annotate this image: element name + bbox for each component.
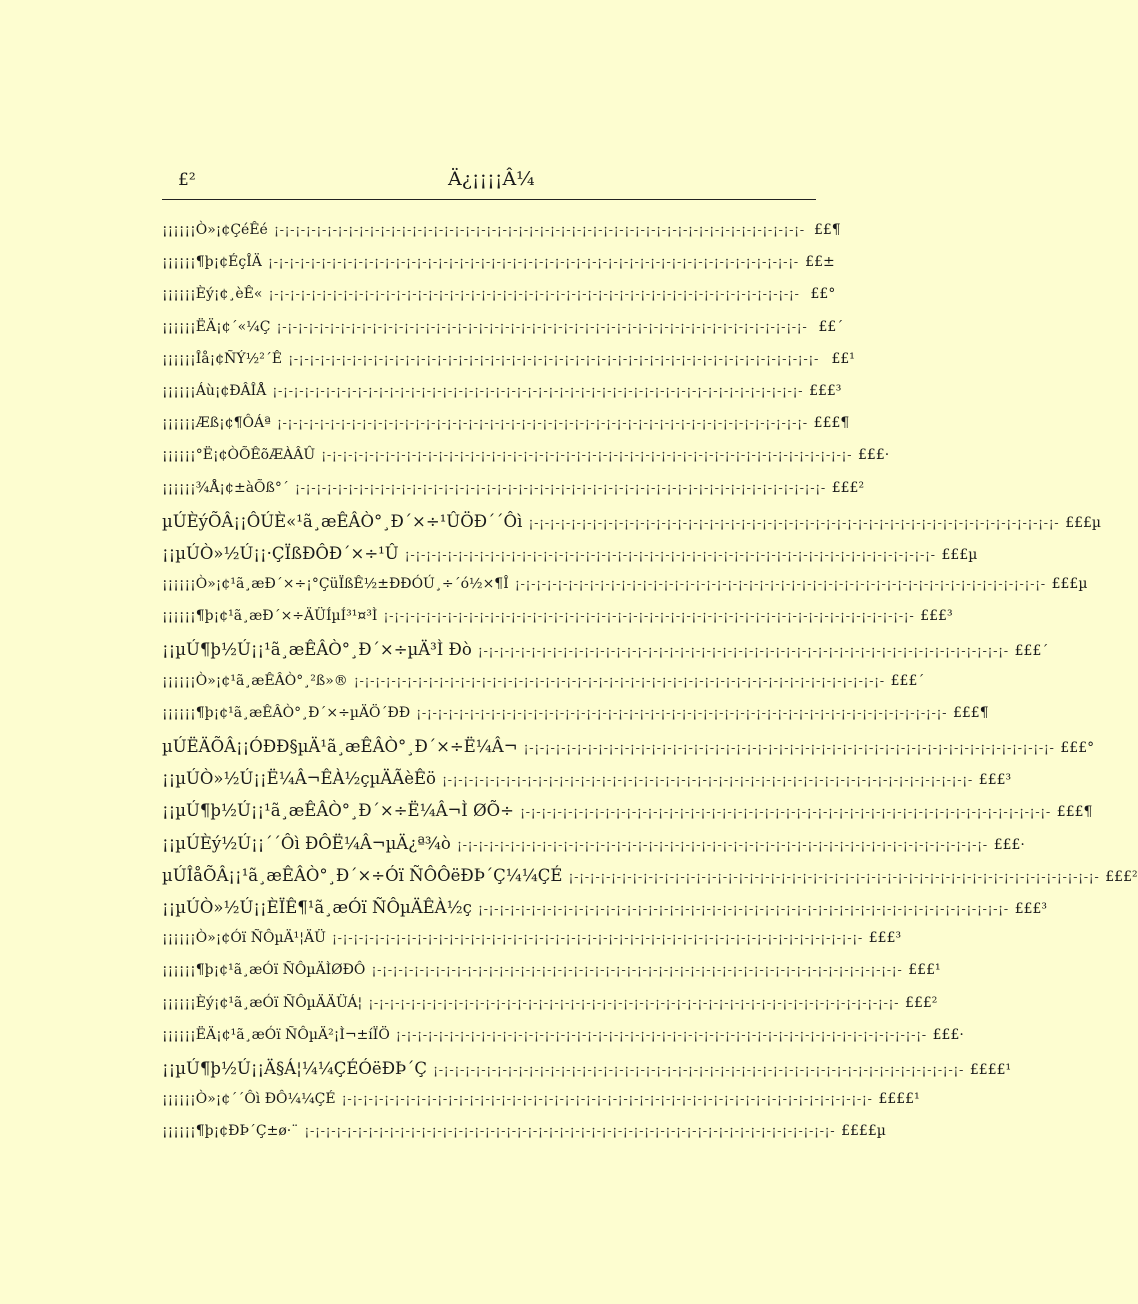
page-title: Ä¿¡¡¡¡Â¼: [448, 168, 535, 190]
toc-dot-leader: ¡-¡-¡-¡-¡-¡-¡-¡-¡-¡-¡-¡-¡-¡-¡-¡-¡-¡-¡-¡-¡-¡-¡-¡-¡-¡-¡-¡-¡-¡-¡-¡-¡-¡-¡-¡-¡-¡-¡-¡-¡-¡-¡-¡-¡-¡-¡-¡-¡-¡-: [267, 255, 799, 271]
toc-entry[interactable]: [162, 350, 855, 383]
toc-entry[interactable]: [162, 897, 1048, 930]
toc-entry[interactable]: [162, 222, 841, 254]
toc-entry-page: £££¹: [908, 962, 941, 979]
toc-entry-label: ¡¡µÚÒ»½Ú¡¡Ë¼Â¬ÊÀ½çµÄÃèÊö: [162, 769, 436, 789]
toc-entry[interactable]: [162, 801, 1093, 833]
toc-entry[interactable]: [162, 415, 850, 447]
toc-dot-leader: ¡-¡-¡-¡-¡-¡-¡-¡-¡-¡-¡-¡-¡-¡-¡-¡-¡-¡-¡-¡-¡-¡-¡-¡-¡-¡-¡-¡-¡-¡-¡-¡-¡-¡-¡-¡-¡-¡-¡-¡-¡-¡-¡-¡-¡-¡-¡-¡-¡-¡-: [433, 1062, 964, 1078]
toc-entry[interactable]: [162, 1123, 886, 1155]
header-rule: [162, 199, 816, 200]
toc-entry-page: ££¹: [831, 350, 855, 367]
toc-entry-page: £££³: [978, 772, 1012, 789]
toc-entry-page: ££±: [805, 254, 835, 271]
toc-dot-leader: ¡-¡-¡-¡-¡-¡-¡-¡-¡-¡-¡-¡-¡-¡-¡-¡-¡-¡-¡-¡-¡-¡-¡-¡-¡-¡-¡-¡-¡-¡-¡-¡-¡-¡-¡-¡-¡-¡-¡-¡-¡-¡-¡-¡-¡-¡-¡-¡-¡-¡-: [568, 869, 1100, 885]
toc-entry-page: £££²: [1105, 868, 1138, 885]
toc-entry[interactable]: [162, 318, 844, 351]
toc-dot-leader: ¡-¡-¡-¡-¡-¡-¡-¡-¡-¡-¡-¡-¡-¡-¡-¡-¡-¡-¡-¡-¡-¡-¡-¡-¡-¡-¡-¡-¡-¡-¡-¡-¡-¡-¡-¡-¡-¡-¡-¡-¡-¡-¡-¡-¡-¡-¡-¡-¡-¡-: [304, 1124, 836, 1140]
toc-entry[interactable]: [162, 833, 1025, 866]
toc-dot-leader: ¡-¡-¡-¡-¡-¡-¡-¡-¡-¡-¡-¡-¡-¡-¡-¡-¡-¡-¡-¡-¡-¡-¡-¡-¡-¡-¡-¡-¡-¡-¡-¡-¡-¡-¡-¡-¡-¡-¡-¡-¡-¡-¡-¡-¡-¡-¡-¡-¡-¡-: [416, 705, 947, 721]
toc-dot-leader: ¡-¡-¡-¡-¡-¡-¡-¡-¡-¡-¡-¡-¡-¡-¡-¡-¡-¡-¡-¡-¡-¡-¡-¡-¡-¡-¡-¡-¡-¡-¡-¡-¡-¡-¡-¡-¡-¡-¡-¡-¡-¡-¡-¡-¡-¡-¡-¡-¡-¡-: [273, 223, 805, 238]
toc-dot-leader: ¡-¡-¡-¡-¡-¡-¡-¡-¡-¡-¡-¡-¡-¡-¡-¡-¡-¡-¡-¡-¡-¡-¡-¡-¡-¡-¡-¡-¡-¡-¡-¡-¡-¡-¡-¡-¡-¡-¡-¡-¡-¡-¡-¡-¡-¡-¡-¡-¡-¡-: [288, 351, 819, 367]
toc-entry-label: ¡¡¡¡¡¡¶þ¡¢¹ã¸æÊÂÒ°¸Ð´×÷µÄÖ´ÐÐ: [162, 704, 411, 721]
toc-entry-label: ¡¡¡¡¡¡¾Å¡¢±àÕß°´: [162, 479, 289, 496]
toc-entry-page: ££££µ: [841, 1123, 886, 1140]
toc-entry[interactable]: [162, 286, 836, 318]
toc-entry-label: ¡¡¡¡¡¡ËÄ¡¢¹ã¸æÓï ÑÔµÄ²¡Ì¬±íÏÖ: [162, 1026, 390, 1043]
toc-entry-label: ¡¡¡¡¡¡Èý¡¢¸èÊ«: [162, 286, 263, 303]
toc-entry-label: ¡¡µÚ¶þ½Ú¡¡¹ã¸æÊÂÒ°¸Ð´×÷Ë¼Â¬Ì ØÕ÷: [162, 801, 514, 821]
toc-entry-page: £££µ: [1065, 514, 1102, 531]
toc-entry-label: ¡¡¡¡¡¡¶þ¡¢ÉçÎÄ: [162, 254, 262, 271]
toc-entry[interactable]: [162, 608, 953, 640]
toc-dot-leader: ¡-¡-¡-¡-¡-¡-¡-¡-¡-¡-¡-¡-¡-¡-¡-¡-¡-¡-¡-¡-¡-¡-¡-¡-¡-¡-¡-¡-¡-¡-¡-¡-¡-¡-¡-¡-¡-¡-¡-¡-¡-¡-¡-¡-¡-¡-¡-¡-¡-¡-: [353, 673, 885, 689]
toc-dot-leader: ¡-¡-¡-¡-¡-¡-¡-¡-¡-¡-¡-¡-¡-¡-¡-¡-¡-¡-¡-¡-¡-¡-¡-¡-¡-¡-¡-¡-¡-¡-¡-¡-¡-¡-¡-¡-¡-¡-¡-¡-¡-¡-¡-¡-¡-¡-¡-¡-¡-¡-: [276, 319, 808, 335]
toc-entry-label: ¡¡¡¡¡¡°Ë¡¢ÒÕÊõÆÀÂÛ: [162, 447, 316, 464]
toc-entry-label: ¡¡¡¡¡¡¶þ¡¢¹ã¸æÓï ÑÔµÄÌØÐÔ: [162, 962, 366, 979]
toc-entry-label: ¡¡¡¡¡¡Ò»¡¢Óï ÑÔµÄ¹¦ÄÜ: [162, 930, 326, 947]
toc-entry-page: £££µ: [941, 546, 978, 563]
toc-dot-leader: ¡-¡-¡-¡-¡-¡-¡-¡-¡-¡-¡-¡-¡-¡-¡-¡-¡-¡-¡-¡-¡-¡-¡-¡-¡-¡-¡-¡-¡-¡-¡-¡-¡-¡-¡-¡-¡-¡-¡-¡-¡-¡-¡-¡-¡-¡-¡-¡-¡-¡-: [371, 963, 903, 979]
toc-entry-page: £££³: [920, 608, 953, 625]
toc-entry[interactable]: [162, 543, 978, 576]
toc-dot-leader: ¡-¡-¡-¡-¡-¡-¡-¡-¡-¡-¡-¡-¡-¡-¡-¡-¡-¡-¡-¡-¡-¡-¡-¡-¡-¡-¡-¡-¡-¡-¡-¡-¡-¡-¡-¡-¡-¡-¡-¡-¡-¡-¡-¡-¡-¡-¡-¡-¡-¡-: [341, 1092, 873, 1108]
toc-entry[interactable]: [162, 1026, 964, 1059]
toc-dot-leader: ¡-¡-¡-¡-¡-¡-¡-¡-¡-¡-¡-¡-¡-¡-¡-¡-¡-¡-¡-¡-¡-¡-¡-¡-¡-¡-¡-¡-¡-¡-¡-¡-¡-¡-¡-¡-¡-¡-¡-¡-¡-¡-¡-¡-¡-¡-¡-¡-¡-¡-: [268, 287, 800, 303]
toc-dot-leader: ¡-¡-¡-¡-¡-¡-¡-¡-¡-¡-¡-¡-¡-¡-¡-¡-¡-¡-¡-¡-¡-¡-¡-¡-¡-¡-¡-¡-¡-¡-¡-¡-¡-¡-¡-¡-¡-¡-¡-¡-¡-¡-¡-¡-¡-¡-¡-¡-¡-¡-: [368, 995, 900, 1011]
toc-entry-page: ££££¹: [969, 1061, 1012, 1078]
toc-entry-label: ¡¡¡¡¡¡¶þ¡¢ÐÞ´Ç±ø·¨: [162, 1123, 299, 1140]
toc-dot-leader: ¡-¡-¡-¡-¡-¡-¡-¡-¡-¡-¡-¡-¡-¡-¡-¡-¡-¡-¡-¡-¡-¡-¡-¡-¡-¡-¡-¡-¡-¡-¡-¡-¡-¡-¡-¡-¡-¡-¡-¡-¡-¡-¡-¡-¡-¡-¡-¡-¡-¡-: [519, 805, 1051, 821]
toc-entry-label: ¡¡¡¡¡¡ËÄ¡¢´«¼Ç: [162, 318, 271, 335]
toc-entry-label: ¡¡µÚÈý½Ú¡¡´´Ôì ÐÔË¼Â¬µÄ¿ª¾ò: [162, 833, 451, 853]
toc-entry[interactable]: [162, 930, 902, 962]
toc-entry-page: £££²: [831, 479, 865, 496]
toc-dot-leader: ¡-¡-¡-¡-¡-¡-¡-¡-¡-¡-¡-¡-¡-¡-¡-¡-¡-¡-¡-¡-¡-¡-¡-¡-¡-¡-¡-¡-¡-¡-¡-¡-¡-¡-¡-¡-¡-¡-¡-¡-¡-¡-¡-¡-¡-¡-¡-¡-¡-¡-: [331, 931, 863, 947]
toc-dot-leader: ¡-¡-¡-¡-¡-¡-¡-¡-¡-¡-¡-¡-¡-¡-¡-¡-¡-¡-¡-¡-¡-¡-¡-¡-¡-¡-¡-¡-¡-¡-¡-¡-¡-¡-¡-¡-¡-¡-¡-¡-¡-¡-¡-¡-¡-¡-¡-¡-¡-¡-: [404, 547, 936, 563]
toc-entry[interactable]: [162, 640, 1049, 672]
toc-entry[interactable]: [162, 1091, 920, 1123]
toc-entry[interactable]: [162, 254, 835, 286]
toc-dot-leader: ¡-¡-¡-¡-¡-¡-¡-¡-¡-¡-¡-¡-¡-¡-¡-¡-¡-¡-¡-¡-¡-¡-¡-¡-¡-¡-¡-¡-¡-¡-¡-¡-¡-¡-¡-¡-¡-¡-¡-¡-¡-¡-¡-¡-¡-¡-¡-¡-¡-¡-: [294, 480, 826, 496]
toc-entry[interactable]: [162, 737, 1095, 769]
toc-entry-label: µÚÎåÕÂ¡¡¹ã¸æÊÂÒ°¸Ð´×÷Óï ÑÔÔëÐÞ´Ç¼¼ÇÉ: [162, 865, 563, 885]
toc-entry-page: £££·: [932, 1026, 964, 1043]
toc-entry[interactable]: [162, 704, 989, 737]
toc-entry-page: £££¶: [952, 704, 989, 721]
toc-entry-page: ££´: [818, 318, 844, 335]
toc-entry-page: ££°: [810, 286, 836, 303]
toc-dot-leader: ¡-¡-¡-¡-¡-¡-¡-¡-¡-¡-¡-¡-¡-¡-¡-¡-¡-¡-¡-¡-¡-¡-¡-¡-¡-¡-¡-¡-¡-¡-¡-¡-¡-¡-¡-¡-¡-¡-¡-¡-¡-¡-¡-¡-¡-¡-¡-¡-¡-¡-: [321, 448, 852, 464]
toc-entry-label: ¡¡¡¡¡¡Ò»¡¢¹ã¸æÊÂÒ°¸²ß»®: [162, 672, 348, 689]
toc-entry-label: ¡¡µÚ¶þ½Ú¡¡Ä§Á¦¼¼ÇÉÓëÐÞ´Ç: [162, 1058, 428, 1078]
toc-entry-label: ¡¡µÚÒ»½Ú¡¡ÈÏÊ¶¹ã¸æÓï ÑÔµÄÊÀ½ç: [162, 897, 472, 917]
toc-entry[interactable]: [162, 382, 842, 415]
toc-entry[interactable]: [162, 479, 865, 512]
toc-entry[interactable]: [162, 769, 1012, 801]
toc-dot-leader: ¡-¡-¡-¡-¡-¡-¡-¡-¡-¡-¡-¡-¡-¡-¡-¡-¡-¡-¡-¡-¡-¡-¡-¡-¡-¡-¡-¡-¡-¡-¡-¡-¡-¡-¡-¡-¡-¡-¡-¡-¡-¡-¡-¡-¡-¡-¡-¡-¡-¡-: [383, 609, 915, 625]
toc-entry-page: £££°: [1060, 740, 1095, 756]
toc-entry[interactable]: [162, 1058, 1012, 1091]
toc-dot-leader: ¡-¡-¡-¡-¡-¡-¡-¡-¡-¡-¡-¡-¡-¡-¡-¡-¡-¡-¡-¡-¡-¡-¡-¡-¡-¡-¡-¡-¡-¡-¡-¡-¡-¡-¡-¡-¡-¡-¡-¡-¡-¡-¡-¡-¡-¡-¡-¡-¡-¡-: [441, 773, 973, 789]
toc-entry-page: £££´: [1014, 643, 1049, 660]
toc-entry-page: ££¶: [813, 222, 841, 238]
toc-dot-leader: ¡-¡-¡-¡-¡-¡-¡-¡-¡-¡-¡-¡-¡-¡-¡-¡-¡-¡-¡-¡-¡-¡-¡-¡-¡-¡-¡-¡-¡-¡-¡-¡-¡-¡-¡-¡-¡-¡-¡-¡-¡-¡-¡-¡-¡-¡-¡-¡-¡-¡-: [514, 577, 1046, 593]
page-number: £²: [178, 170, 196, 190]
toc-dot-leader: ¡-¡-¡-¡-¡-¡-¡-¡-¡-¡-¡-¡-¡-¡-¡-¡-¡-¡-¡-¡-¡-¡-¡-¡-¡-¡-¡-¡-¡-¡-¡-¡-¡-¡-¡-¡-¡-¡-¡-¡-¡-¡-¡-¡-¡-¡-¡-¡-¡-¡-: [395, 1027, 927, 1043]
toc-dot-leader: ¡-¡-¡-¡-¡-¡-¡-¡-¡-¡-¡-¡-¡-¡-¡-¡-¡-¡-¡-¡-¡-¡-¡-¡-¡-¡-¡-¡-¡-¡-¡-¡-¡-¡-¡-¡-¡-¡-¡-¡-¡-¡-¡-¡-¡-¡-¡-¡-¡-¡-: [528, 515, 1060, 531]
toc-dot-leader: ¡-¡-¡-¡-¡-¡-¡-¡-¡-¡-¡-¡-¡-¡-¡-¡-¡-¡-¡-¡-¡-¡-¡-¡-¡-¡-¡-¡-¡-¡-¡-¡-¡-¡-¡-¡-¡-¡-¡-¡-¡-¡-¡-¡-¡-¡-¡-¡-¡-¡-: [276, 416, 808, 432]
toc-entry[interactable]: [162, 672, 925, 705]
toc-entry-page: £££·: [858, 447, 890, 464]
toc-entry[interactable]: [162, 865, 1138, 898]
toc-entry-page: £££´: [890, 672, 925, 689]
toc-entry-page: £££²: [905, 994, 938, 1011]
toc-entry-label: ¡¡¡¡¡¡Ò»¡¢ÇéÊé: [162, 222, 268, 238]
toc-entry[interactable]: [162, 962, 941, 994]
toc-entry[interactable]: [162, 994, 938, 1027]
toc-entry-label: ¡¡¡¡¡¡Îå¡¢ÑÝ½²´Ê: [162, 350, 283, 367]
toc-entry-label: µÚËÄÕÂ¡¡ÓÐÐ§µÄ¹ã¸æÊÂÒ°¸Ð´×÷Ë¼Â¬: [162, 737, 518, 756]
toc-entry-page: £££³: [809, 382, 842, 399]
toc-entry-label: ¡¡¡¡¡¡Èý¡¢¹ã¸æÓï ÑÔµÄÄÜÁ¦: [162, 994, 363, 1011]
toc-entry-page: £££¶: [1056, 804, 1093, 821]
toc-entry-label: µÚÈýÕÂ¡¡ÔÚÈ«¹ã¸æÊÂÒ°¸Ð´×÷¹ÛÖÐ´´Ôì: [162, 511, 523, 531]
toc-entry-page: ££££¹: [878, 1091, 920, 1108]
toc-dot-leader: ¡-¡-¡-¡-¡-¡-¡-¡-¡-¡-¡-¡-¡-¡-¡-¡-¡-¡-¡-¡-¡-¡-¡-¡-¡-¡-¡-¡-¡-¡-¡-¡-¡-¡-¡-¡-¡-¡-¡-¡-¡-¡-¡-¡-¡-¡-¡-¡-¡-¡-: [456, 837, 988, 853]
toc-entry-page: £££³: [1014, 900, 1048, 917]
toc-entry[interactable]: [162, 447, 890, 479]
toc-entry-page: £££·: [993, 836, 1025, 853]
toc-entry-label: ¡¡¡¡¡¡¶þ¡¢¹ã¸æÐ´×÷ÄÜÍµÍ³¹¤³Ì: [162, 608, 378, 625]
toc-entry-page: £££µ: [1051, 576, 1088, 593]
toc-entry-label: ¡¡µÚÒ»½Ú¡¡·ÇÏßÐÔÐ´×÷¹Û: [162, 543, 399, 563]
table-of-contents: [162, 222, 1138, 1155]
toc-entry-label: ¡¡¡¡¡¡Æß¡¢¶ÔÁª: [162, 415, 271, 432]
toc-entry-label: ¡¡µÚ¶þ½Ú¡¡¹ã¸æÊÂÒ°¸Ð´×÷µÄ³Ì Ðò: [162, 640, 472, 660]
toc-entry-label: ¡¡¡¡¡¡Áù¡¢ÐÂÎÅ: [162, 382, 267, 399]
toc-dot-leader: ¡-¡-¡-¡-¡-¡-¡-¡-¡-¡-¡-¡-¡-¡-¡-¡-¡-¡-¡-¡-¡-¡-¡-¡-¡-¡-¡-¡-¡-¡-¡-¡-¡-¡-¡-¡-¡-¡-¡-¡-¡-¡-¡-¡-¡-¡-¡-¡-¡-¡-: [523, 741, 1055, 756]
toc-entry[interactable]: [162, 511, 1102, 544]
toc-dot-leader: ¡-¡-¡-¡-¡-¡-¡-¡-¡-¡-¡-¡-¡-¡-¡-¡-¡-¡-¡-¡-¡-¡-¡-¡-¡-¡-¡-¡-¡-¡-¡-¡-¡-¡-¡-¡-¡-¡-¡-¡-¡-¡-¡-¡-¡-¡-¡-¡-¡-¡-: [477, 901, 1009, 917]
toc-entry-page: £££³: [868, 930, 902, 947]
toc-entry-page: £££¶: [813, 415, 850, 432]
toc-entry-label: ¡¡¡¡¡¡Ò»¡¢´´Ôì ÐÔ¼¼ÇÉ: [162, 1091, 336, 1108]
toc-entry-label: ¡¡¡¡¡¡Ò»¡¢¹ã¸æÐ´×÷¡°ÇüÏßÊ½±ÐÐÓÚ¸÷´ó½×¶Î: [162, 576, 509, 593]
toc-entry[interactable]: [162, 576, 1088, 608]
toc-dot-leader: ¡-¡-¡-¡-¡-¡-¡-¡-¡-¡-¡-¡-¡-¡-¡-¡-¡-¡-¡-¡-¡-¡-¡-¡-¡-¡-¡-¡-¡-¡-¡-¡-¡-¡-¡-¡-¡-¡-¡-¡-¡-¡-¡-¡-¡-¡-¡-¡-¡-¡-: [477, 644, 1009, 660]
toc-dot-leader: ¡-¡-¡-¡-¡-¡-¡-¡-¡-¡-¡-¡-¡-¡-¡-¡-¡-¡-¡-¡-¡-¡-¡-¡-¡-¡-¡-¡-¡-¡-¡-¡-¡-¡-¡-¡-¡-¡-¡-¡-¡-¡-¡-¡-¡-¡-¡-¡-¡-¡-: [272, 383, 804, 399]
